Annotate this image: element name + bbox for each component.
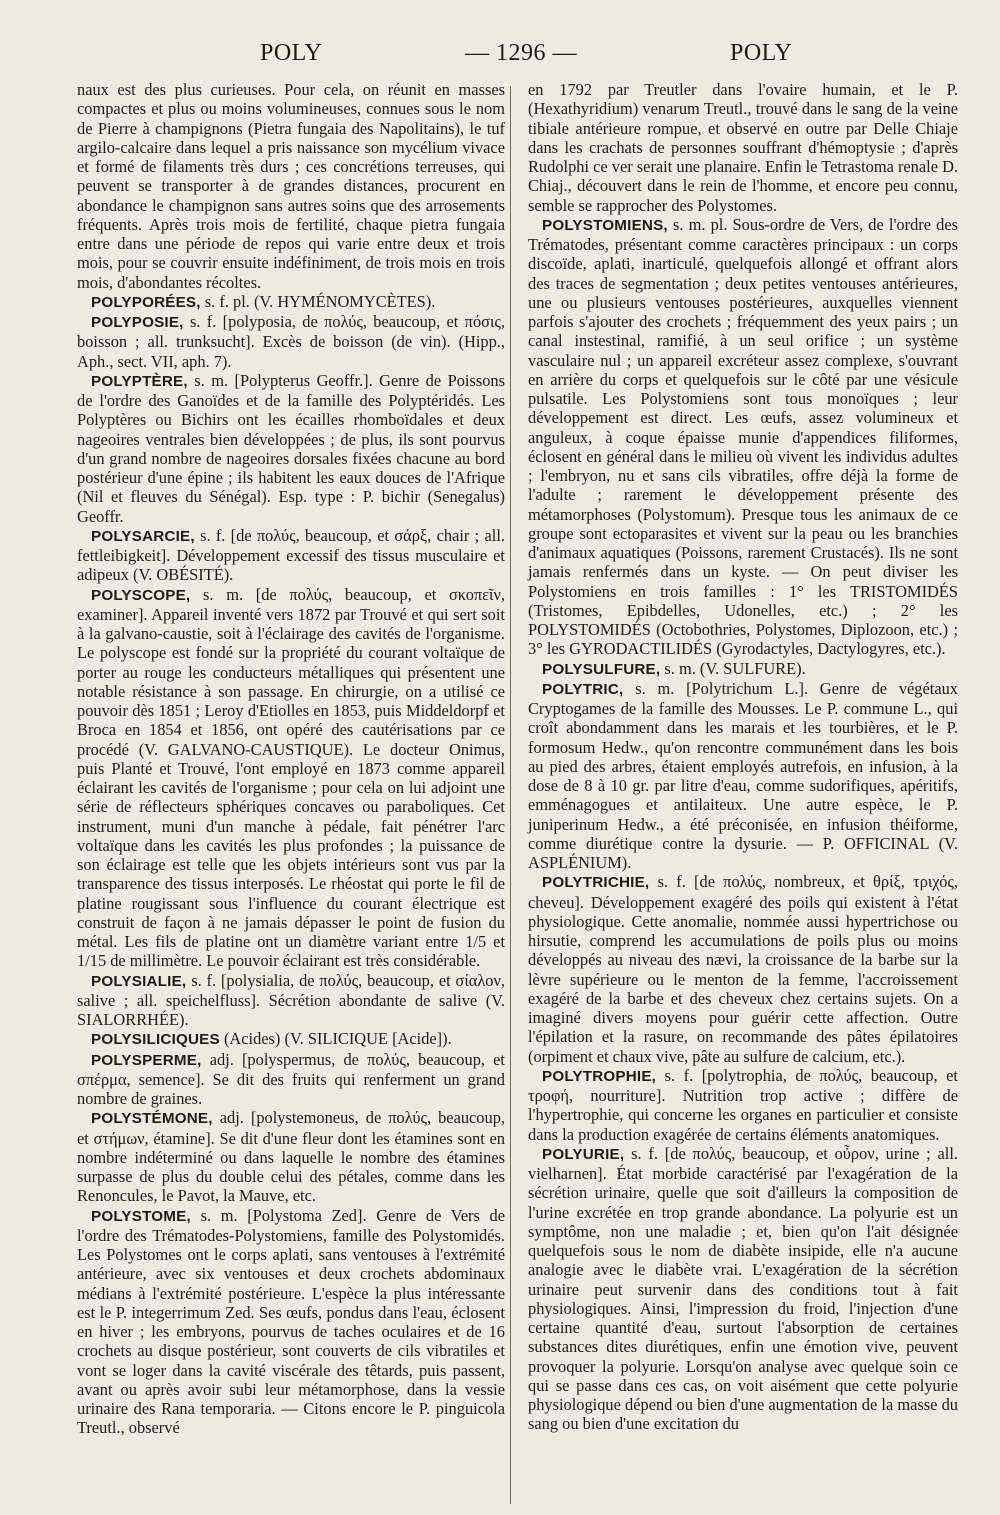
entry-body: s. f. pl. (V. HYMÉNOMYCÈTES).: [204, 291, 436, 311]
entry-body: s. m. pl. Sous-ordre de Vers, de l'ordre des Trématodes, présentant comme caractères principaux : un corps discoïde, aplati, inarticulé, quelquefois allongé et offrant alors des traces de segmentation ; deux petites ventouses antérieures, une ou plusieurs ventouses postérieures, auxquelles viennent parfois s'ajouter des crochets ; fréquemment des yeux pairs ; un canal instestinal, ramifié, à un seul orifice ; un système vasculaire nul ; un appareil excréteur assez complexe, s'ouvrant en arrière du corps et quelquefois sur le côté par une vésicule pulsatile. Les Polystomiens sont tous monoïques ; leur développement est direct. Les œufs, assez volumineux et anguleux, à coque épaisse munie d'appendices filiformes, éclosent en général dans le milieu où vivent les individus adultes ; l'embryon, nu et sans cils vibratiles, offre déjà la forme de l'adulte ; rarement le développement présente des métamorphoses (Polystomum). Presque tous les animaux de ce groupe sont ectoparasites et vivent sur la peau ou les branchies d'animaux aquatiques (Poissons, rarement Crustacés). Ils ne sont jamais renfermés dans un kyste. — On peut diviser les Polystomiens en trois familles : 1° les TRISTOMIDÉS (Tristomes, Epibdelles, Udonelles, etc.) ; 2° les POLYSTOMIDÉS (Octobothries, Polystomes, Diplozoon, etc.) ; 3° les GYRODACTILIDÉS (Gyrodactyles, Dactylogyres, etc.).: [528, 214, 958, 659]
entry-polystome: [77, 1206, 505, 1438]
entry-polysarcie: [77, 526, 505, 585]
entry-body: s. f. [polytrophia, de πολύς, beaucoup, et τροφή, nourriture]. Nutrition trop active ; diffère de l'hypertrophie, qui concerne les organes en particulier et consiste dans la production exagérée de certains éléments anatomiques.: [528, 1065, 958, 1144]
entry-headword: POLYTRIC,: [542, 680, 624, 698]
entry-headword: POLYSTOME,: [91, 1207, 191, 1225]
entry-headword: POLYSTOMIENS,: [542, 216, 668, 234]
entry-body: en 1792 par Treutler dans l'ovaire humain, et le P. (Hexathyridium) venarum Treutl., trouvé dans le sang de la veine tibiale antérieure rompue, et observé en outre par Delle Chiaje dans les crachats de personnes souffrant d'hémoptysie ; d'après Rudolphi ce ver serait une planaire. Enfin le Tetrastoma renale D. Chiaj., découvert dans le rein de l'homme, et encore peu connu, semble se rapprocher des Polystomes.: [528, 80, 959, 215]
entry-headword: POLYSPERME,: [91, 1051, 202, 1069]
entry-body: s. m. [Polypterus Geoffr.]. Genre de Poissons de l'ordre des Ganoïdes et de la famille des Polyptéridés. Les Polyptères ou Bichirs ont les écailles rhomboïdales et deux nageoires ventrales bien développées ; de plus, ils sont pourvus d'un grand nombre de nageoires dorsales fixées chacune au bord postérieur d'une épine ; ils habitent les eaux douces de l'Afrique (Nil et fleuves du Sénégal). Esp. type : P. bichir (Senegalus) Geoffr.: [77, 370, 505, 526]
entry-headword: POLYPTÈRE,: [91, 372, 188, 390]
entry-body: adj. [polyspermus, de πολύς, beaucoup, et σπέρμα, semence]. Se dit des fruits qui renferment un grand nombre de graines.: [77, 1049, 505, 1108]
entry-headword: POLYSILICIQUES: [91, 1031, 220, 1049]
left-column: [77, 80, 505, 1438]
entry-polytrophie: [528, 1066, 958, 1144]
entry-body: s. f. [de πολύς, beaucoup, et οὖρον, urine ; all. vielharnen]. État morbide caractérisé par l'exagération de la sécrétion urinaire, quelle que soit d'ailleurs la composition de l'urine excrétée en trop grande abondance. La polyurie est un symptôme, non une maladie ; et, bien qu'on l'ait désignée quelquefois sous le nom de diabète insipide, elle n'a aucune analogie avec le diabète vrai. L'exagération de la sécrétion urinaire peut survenir dans des conditions tout à fait physiologiques. Ainsi, l'impression du froid, l'injection d'une certaine quantité d'eau, surtout l'absorption de certaines substances dites diurétiques, enfin une émotion vive, peuvent provoquer la polyurie. Lorsqu'on analyse avec quelque soin ce qui se passe dans ces cas, on voit aisément que cette polyurie physiologique dépend ou bien d'une augmentation de la masse du sang ou bien d'une excitation du: [528, 1143, 958, 1434]
entry-body: s. f. [de πολύς, nombreux, et θρίξ, τριχός, cheveu]. Développement exagéré des poils qui existent à l'état physiologique. Cette anomalie, nommée aussi hypertrichose ou hirsutie, comprend les accumulations de poils plus ou moins développés au niveau des nævi, la croissance de la barbe sur la lèvre supérieure ou le menton de la femme, l'accroissement exagéré de la barbe et des cheveux chez certains sujets. On a imaginé divers moyens pour guérir cette affection. Outre l'épilation et la rasure, on recommande des pâtes épilatoires (orpiment et chaux vive, pâte au sulfure de calcium, etc.).: [528, 872, 958, 1066]
entry-polysiliciques: [77, 1029, 505, 1049]
entry-headword: POLYTROPHIE,: [542, 1067, 657, 1085]
entry-headword: POLYPOSIE,: [91, 314, 184, 331]
entry-polystomiens: [528, 215, 958, 659]
right-column: [528, 80, 958, 1434]
entry-polyurie: [528, 1144, 958, 1434]
entry-polysperme: [77, 1050, 505, 1109]
entry-body: naux est des plus curieuses. Pour cela, on réunit en masses compactes et plus ou moins volumineuses, connues sous le nom de Pierre à champignons (Pietra fungaia des Napolitains), le tuf argilo-calcaire dans lequel a pris naissance son mycélium vivace et formé de filaments très durs ; ces concrétions terreuses, qui peuvent se transporter à de grandes distances, procurent en abondance le champignon sans autres soins que des arrosements fréquents. Après trois mois de fertilité, chaque pietra fungaia entre dans une période de repos qui varie entre deux et trois mois, pour se couvrir ensuite indéfiniment, de trois mois en trois mois, d'abondantes récoltes.: [77, 80, 505, 292]
entry-headword: POLYSCOPE,: [91, 586, 191, 604]
entry-headword: POLYPORÉES,: [91, 293, 201, 311]
entry-polyscope: [77, 585, 505, 971]
entry-body: s. f. [polyposia, de πολύς, beaucoup, et πόσις, boisson ; all. trunksucht]. Excès de boisson (de vin). (Hipp., Aph., sect. VII, aph. 7).: [77, 312, 505, 371]
entry-body: s. m. [de πολύς, beaucoup, et σκοπεῖν, examiner]. Appareil inventé vers 1872 par Trouvé et qui sert soit à la galvano-caustie, soit à l'éclairage des cavités de l'organisme. Le polyscope est fondé sur la propriété du courant voltaïque de porter au rouge les conducteurs métalliques qui présentent une notable résistance à son passage. En chirurgie, on a utilisé ce pouvoir dès 1851 ; Leroy d'Etiolles en 1853, puis Middeldorpf et Broca en 1854 et 1856, ont opéré des cautérisations par ce procédé (V. GALVANO-CAUSTIQUE). Le docteur Onimus, puis Planté et Trouvé, l'ont employé en 1873 comme appareil éclairant les cavités de l'organisme ; pour cela on lui adjoint une série de réflecteurs sphériques concaves ou paraboliques. Cet instrument, muni d'un manche à pédale, fait pénétrer l'arc voltaïque dans les cavités les plus profondes ; la puissance de son éclairage est telle que les objets intérieurs sont vus par la transparence des tissus interposés. Le rhéostat qui porte le fil de platine rougissant sous l'influence du courant électrique est construit de façon à ne jamais dépasser le point de fusion du métal. Les fils de platine ont un diamètre variant entre 1/5 et 1/15 de millimètre. Le pouvoir éclairant est très considérable.: [77, 584, 505, 971]
entry-continuation: [528, 80, 958, 215]
entry-headword: POLYSULFURE,: [542, 660, 661, 678]
entry-body: adj. [polystemoneus, de πολύς, beaucoup, et στήμων, étamine]. Se dit d'une fleur dont les étamines sont en nombre indéterminé ou dans laquelle le nombre des étamines surpasse de plus du double celui des pétales, comme dans les Renoncules, le Pavot, la Mauve, etc.: [77, 1108, 505, 1206]
entry-polyposie: [77, 312, 505, 371]
entry-body: s. m. [Polystoma Zed]. Genre de Vers de l'ordre des Trématodes-Polystomiens, famille des Polystomidés. Les Polystomes ont le corps aplati, sans ventouses à l'extrémité antérieure, avec six ventouses et deux crochets abdominaux médians à l'extrémité postérieure. L'espèce la plus intéressante est le P. integerrimum Zed. Ses œufs, pondus dans l'eau, éclosent en hiver ; les embryons, pourvus de taches oculaires et de 16 crochets au disque postérieur, sont couverts de cils vibratiles et vont se loger dans la cavité viscérale des têtards, puis passent, avant ou après avoir subi leur métamorphose, dans la vessie urinaire des Rana temporaria. — Citons encore le P. pinguicola Treutl., observé: [77, 1205, 505, 1438]
entry-headword: POLYSARCIE,: [91, 527, 195, 545]
entry-polysialie: [77, 971, 505, 1030]
entry-headword: POLYURIE,: [542, 1145, 625, 1163]
entry-body: s. m. (V. SULFURE).: [664, 658, 806, 678]
entry-polytric: [528, 679, 958, 873]
entry-body: s. m. [Polytrichum L.]. Genre de végétaux Cryptogames de la famille des Mousses. Le P. commune L., qui croît abondamment dans les marais et les tourbières, et le P. formosum Hedw., qu'on rencontre communément dans les bois au pied des arbres, étaient employés autrefois, en infusion, à la dose de 8 à 10 gr. par litre d'eau, comme sudorifiques, apéritifs, emménagogues et antilaiteux. Une autre espèce, le P. juniperinum Hedw., a été préconisée, en infusion théiforme, comme diurétique contre la dysurie. — P. OFFICINAL (V. ASPLÉNIUM).: [528, 678, 958, 872]
entry-polysulfure: [528, 659, 958, 679]
entry-polystemone: [77, 1108, 505, 1205]
entry-body: (Acides) (V. SILICIQUE [Acide]).: [223, 1029, 452, 1049]
entry-polytrichie: [528, 872, 958, 1066]
entry-body: s. f. [de πολύς, beaucoup, et σάρξ, chair ; all. fettleibigkeit]. Développement excessif des tissus musculaire et adipeux (V. OBÉSITÉ).: [77, 525, 505, 585]
column-divider: [510, 86, 511, 1504]
header-left-running-title: POLY: [260, 40, 323, 66]
entry-polyptere: [77, 371, 505, 526]
header-right-running-title: POLY: [730, 40, 793, 66]
entry-body: s. f. [polysialia, de πολύς, beaucoup, et σίαλον, salive ; all. speichelfluss]. Sécrétion abondante de salive (V. SIALORRHÉE).: [77, 970, 505, 1029]
entry-continuation: [77, 80, 505, 292]
entry-headword: POLYTRICHIE,: [542, 874, 650, 892]
page-header: [75, 40, 940, 76]
entry-headword: POLYSIALIE,: [91, 972, 187, 990]
entry-headword: POLYSTÉMONE,: [91, 1110, 213, 1128]
page-number: — 1296 —: [465, 40, 577, 66]
entry-polyporees: [77, 292, 505, 312]
